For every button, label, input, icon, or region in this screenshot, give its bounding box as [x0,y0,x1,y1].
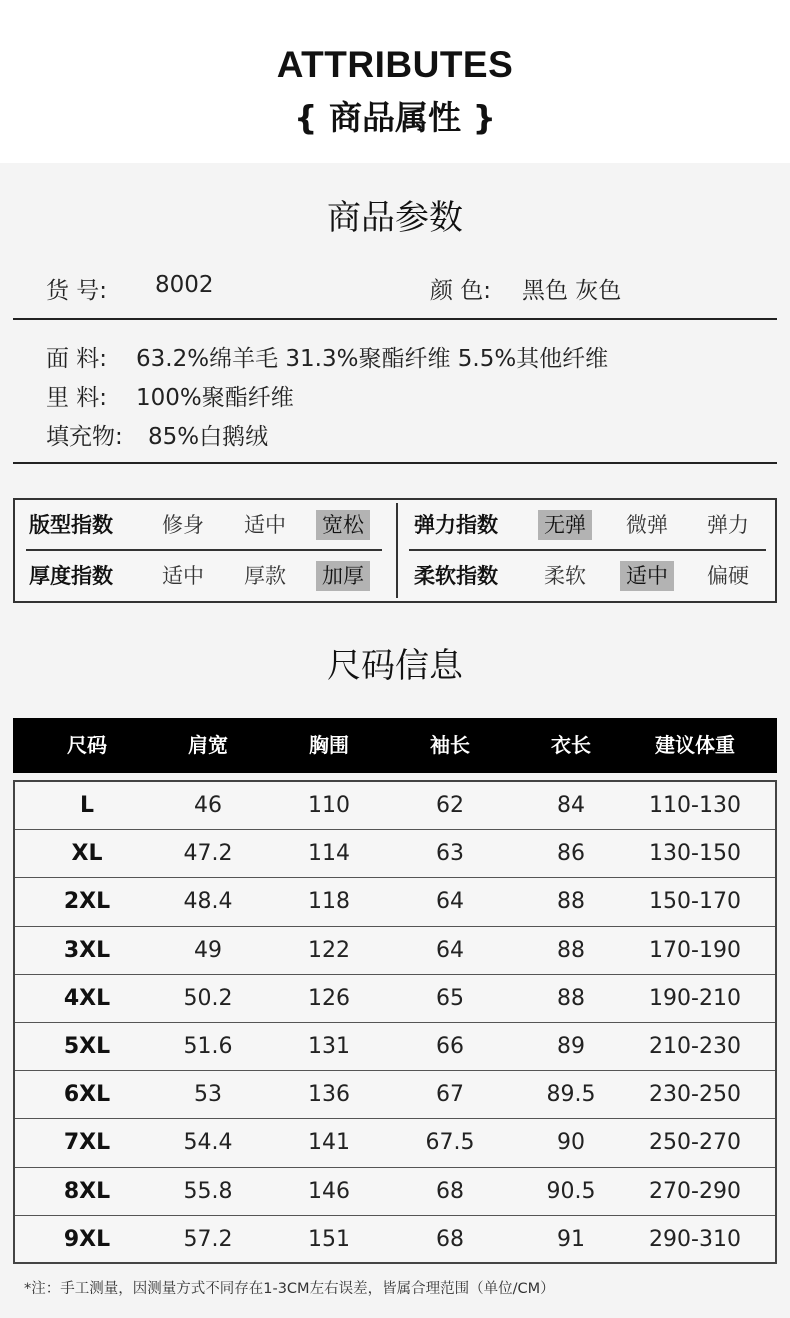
table-cell: 131 [308,1034,350,1059]
params-title: 商品参数 [327,198,463,238]
table-cell: 118 [308,889,350,915]
fit-option: 修身 [162,513,204,537]
thickness-option: 适中 [162,564,204,588]
softness-option: 柔软 [544,564,586,588]
size-cell: 4XL [63,985,111,1011]
size-table-header [13,718,777,773]
table-row [15,1168,775,1216]
stretch-option: 微弹 [626,513,668,537]
table-cell: 64 [436,889,464,915]
table-cell: 68 [436,1226,464,1252]
size-cell: L [79,793,95,818]
page-title-en: ATTRIBUTES [276,44,514,85]
table-cell: 47.2 [183,841,233,867]
thickness-option: 加厚 [316,561,370,591]
table-cell: 68 [436,1178,464,1204]
table-cell: 90 [557,1130,585,1156]
grid-divider [26,549,382,551]
stretch-index-label: 弹力指数 [414,513,498,537]
divider [13,318,777,320]
table-cell: 290-310 [649,1226,741,1252]
table-cell: 64 [436,937,464,963]
table-cell: 53 [194,1082,222,1108]
table-row [15,782,775,830]
color-value: 黑色 灰色 [522,278,622,304]
fabric-value: 63.2%绵羊毛 31.3%聚酯纤维 5.5%其他纤维 [136,346,609,372]
table-row [15,830,775,878]
table-cell: 62 [436,793,464,818]
table-row [15,1216,775,1264]
table-cell: 89.5 [546,1082,596,1108]
table-cell: 63 [436,841,464,867]
column-header: 袖长 [430,733,470,757]
size-cell: 8XL [63,1178,111,1204]
table-cell: 49 [194,937,222,963]
fit-option: 宽松 [316,510,370,540]
column-header: 尺码 [67,733,107,757]
table-cell: 151 [308,1226,350,1252]
table-cell: 210-230 [649,1034,741,1059]
table-row [15,927,775,975]
table-row [15,878,775,926]
table-cell: 67.5 [425,1130,475,1156]
divider [13,462,777,464]
table-cell: 67 [436,1082,464,1108]
footnote: *注：手工测量，因测量方式不同存在1-3CM左右误差，皆属合理范围（单位/CM） [24,1281,555,1297]
column-header: 肩宽 [188,733,228,757]
table-cell: 51.6 [183,1034,233,1059]
table-cell: 170-190 [649,937,741,963]
grid-divider [396,503,398,598]
table-cell: 46 [194,793,222,818]
table-cell: 126 [308,985,350,1011]
table-cell: 65 [436,985,464,1011]
table-cell: 88 [557,985,585,1011]
table-cell: 230-250 [649,1082,741,1108]
item-no-label: 货 号: [46,278,108,304]
table-cell: 150-170 [649,889,741,915]
table-cell: 114 [308,841,350,867]
size-cell: 9XL [63,1226,111,1252]
table-cell: 57.2 [183,1226,233,1252]
table-row [15,1071,775,1119]
table-cell: 66 [436,1034,464,1059]
table-cell: 110-130 [649,793,741,818]
fit-index-label: 版型指数 [29,513,113,537]
filling-label: 填充物: [46,424,123,450]
table-cell: 136 [308,1082,350,1108]
table-cell: 130-150 [649,841,741,867]
fit-option: 适中 [244,513,286,537]
lining-value: 100%聚酯纤维 [136,385,294,411]
filling-value: 85%白鹅绒 [148,424,269,450]
table-cell: 250-270 [649,1130,741,1156]
column-header: 建议体重 [655,733,735,757]
table-cell: 91 [557,1226,585,1252]
softness-option: 适中 [620,561,674,591]
size-cell: 2XL [63,889,111,915]
table-cell: 88 [557,889,585,915]
table-cell: 88 [557,937,585,963]
table-row [15,1119,775,1167]
size-cell: 6XL [63,1082,111,1108]
lining-label: 里 料: [46,385,108,411]
fabric-label: 面 料: [46,346,108,372]
grid-divider [409,549,766,551]
table-cell: 86 [557,841,585,867]
size-cell: XL [71,841,103,867]
size-title: 尺码信息 [327,646,463,686]
page-title-cn: { 商品属性 } [294,98,496,137]
table-cell: 90.5 [546,1178,596,1204]
color-label: 颜 色: [430,278,492,304]
thickness-option: 厚款 [244,564,286,588]
size-table [13,780,777,1264]
table-cell: 84 [557,793,585,818]
table-cell: 270-290 [649,1178,741,1204]
table-cell: 146 [308,1178,350,1204]
table-row [15,1023,775,1071]
softness-index-label: 柔软指数 [414,564,498,588]
table-cell: 55.8 [183,1178,233,1204]
column-header: 衣长 [551,733,591,757]
size-cell: 5XL [63,1034,111,1059]
table-cell: 122 [308,937,350,963]
item-no-value: 8002 [155,272,214,298]
table-cell: 141 [308,1130,350,1156]
size-cell: 7XL [63,1130,111,1156]
column-header: 胸围 [309,733,349,757]
size-cell: 3XL [63,937,111,963]
thickness-index-label: 厚度指数 [29,564,113,588]
table-cell: 48.4 [183,889,233,915]
stretch-option: 弹力 [707,513,749,537]
table-row [15,975,775,1023]
table-cell: 50.2 [183,985,233,1011]
softness-option: 偏硬 [707,564,749,588]
table-cell: 110 [308,793,350,818]
table-cell: 190-210 [649,985,741,1011]
stretch-option: 无弹 [538,510,592,540]
table-cell: 54.4 [183,1130,233,1156]
table-cell: 89 [557,1034,585,1059]
